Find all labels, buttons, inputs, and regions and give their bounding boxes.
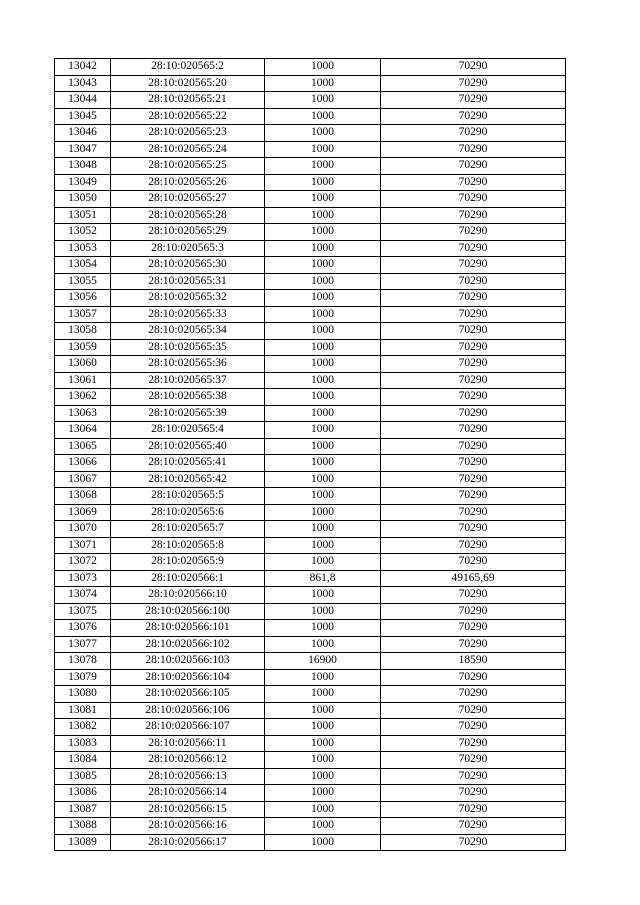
row-number-cell: 13056 <box>55 290 111 307</box>
table-row <box>55 636 566 653</box>
area-cell: 1000 <box>265 834 381 851</box>
table-row <box>55 752 566 769</box>
row-number-cell: 13087 <box>55 801 111 818</box>
row-number-cell: 13046 <box>55 125 111 142</box>
area-cell: 1000 <box>265 735 381 752</box>
row-number-cell: 13076 <box>55 620 111 637</box>
row-number-cell: 13063 <box>55 405 111 422</box>
row-number-cell: 13083 <box>55 735 111 752</box>
table-row <box>55 620 566 637</box>
area-cell: 1000 <box>265 306 381 323</box>
cadastral-number-cell: 28:10:020565:25 <box>111 158 265 175</box>
table-row <box>55 521 566 538</box>
value-cell: 70290 <box>381 141 566 158</box>
table-row <box>55 224 566 241</box>
value-cell: 70290 <box>381 471 566 488</box>
cadastral-number-cell: 28:10:020565:40 <box>111 438 265 455</box>
area-cell: 1000 <box>265 356 381 373</box>
area-cell: 1000 <box>265 389 381 406</box>
table-row <box>55 653 566 670</box>
row-number-cell: 13084 <box>55 752 111 769</box>
table-row <box>55 785 566 802</box>
table-row <box>55 587 566 604</box>
row-number-cell: 13053 <box>55 240 111 257</box>
row-number-cell: 13080 <box>55 686 111 703</box>
value-cell: 70290 <box>381 108 566 125</box>
row-number-cell: 13051 <box>55 207 111 224</box>
value-cell: 49165,69 <box>381 570 566 587</box>
cadastral-number-cell: 28:10:020565:22 <box>111 108 265 125</box>
table-row <box>55 405 566 422</box>
area-cell: 1000 <box>265 75 381 92</box>
cadastral-number-cell: 28:10:020566:17 <box>111 834 265 851</box>
cadastral-number-cell: 28:10:020566:104 <box>111 669 265 686</box>
row-number-cell: 13065 <box>55 438 111 455</box>
value-cell: 70290 <box>381 257 566 274</box>
cadastral-number-cell: 28:10:020566:102 <box>111 636 265 653</box>
area-cell: 1000 <box>265 59 381 76</box>
cadastral-number-cell: 28:10:020565:33 <box>111 306 265 323</box>
value-cell: 70290 <box>381 603 566 620</box>
area-cell: 1000 <box>265 92 381 109</box>
area-cell: 1000 <box>265 108 381 125</box>
table-row <box>55 59 566 76</box>
cadastral-number-cell: 28:10:020566:100 <box>111 603 265 620</box>
value-cell: 70290 <box>381 521 566 538</box>
table-row <box>55 290 566 307</box>
table-row <box>55 686 566 703</box>
row-number-cell: 13078 <box>55 653 111 670</box>
area-cell: 1000 <box>265 554 381 571</box>
cadastral-number-cell: 28:10:020565:3 <box>111 240 265 257</box>
value-cell: 70290 <box>381 323 566 340</box>
area-cell: 1000 <box>265 669 381 686</box>
table-row <box>55 92 566 109</box>
row-number-cell: 13074 <box>55 587 111 604</box>
row-number-cell: 13073 <box>55 570 111 587</box>
cadastral-number-cell: 28:10:020566:15 <box>111 801 265 818</box>
value-cell: 70290 <box>381 389 566 406</box>
cadastral-number-cell: 28:10:020565:23 <box>111 125 265 142</box>
area-cell: 1000 <box>265 587 381 604</box>
area-cell: 1000 <box>265 785 381 802</box>
value-cell: 70290 <box>381 438 566 455</box>
cadastral-number-cell: 28:10:020565:21 <box>111 92 265 109</box>
area-cell: 1000 <box>265 339 381 356</box>
area-cell: 16900 <box>265 653 381 670</box>
value-cell: 70290 <box>381 719 566 736</box>
area-cell: 1000 <box>265 719 381 736</box>
area-cell: 1000 <box>265 768 381 785</box>
value-cell: 70290 <box>381 306 566 323</box>
cadastral-number-cell: 28:10:020565:29 <box>111 224 265 241</box>
cadastral-number-cell: 28:10:020566:13 <box>111 768 265 785</box>
cadastral-number-cell: 28:10:020565:37 <box>111 372 265 389</box>
area-cell: 1000 <box>265 141 381 158</box>
cadastral-number-cell: 28:10:020565:20 <box>111 75 265 92</box>
value-cell: 70290 <box>381 752 566 769</box>
area-cell: 1000 <box>265 488 381 505</box>
row-number-cell: 13045 <box>55 108 111 125</box>
area-cell: 1000 <box>265 207 381 224</box>
row-number-cell: 13068 <box>55 488 111 505</box>
row-number-cell: 13081 <box>55 702 111 719</box>
table-row <box>55 554 566 571</box>
row-number-cell: 13088 <box>55 818 111 835</box>
table-row <box>55 801 566 818</box>
area-cell: 1000 <box>265 801 381 818</box>
value-cell: 70290 <box>381 75 566 92</box>
cadastral-number-cell: 28:10:020566:107 <box>111 719 265 736</box>
cadastral-number-cell: 28:10:020565:41 <box>111 455 265 472</box>
table-row <box>55 389 566 406</box>
table-row <box>55 125 566 142</box>
area-cell: 1000 <box>265 174 381 191</box>
area-cell: 1000 <box>265 686 381 703</box>
row-number-cell: 13066 <box>55 455 111 472</box>
value-cell: 70290 <box>381 273 566 290</box>
cadastral-number-cell: 28:10:020565:2 <box>111 59 265 76</box>
area-cell: 1000 <box>265 537 381 554</box>
value-cell: 70290 <box>381 834 566 851</box>
value-cell: 70290 <box>381 587 566 604</box>
row-number-cell: 13085 <box>55 768 111 785</box>
table-row <box>55 108 566 125</box>
row-number-cell: 13043 <box>55 75 111 92</box>
cadastral-number-cell: 28:10:020566:14 <box>111 785 265 802</box>
row-number-cell: 13050 <box>55 191 111 208</box>
table-row <box>55 537 566 554</box>
cadastral-number-cell: 28:10:020566:10 <box>111 587 265 604</box>
area-cell: 1000 <box>265 818 381 835</box>
value-cell: 70290 <box>381 405 566 422</box>
cadastral-number-cell: 28:10:020565:4 <box>111 422 265 439</box>
value-cell: 70290 <box>381 702 566 719</box>
area-cell: 1000 <box>265 158 381 175</box>
cadastral-number-cell: 28:10:020566:11 <box>111 735 265 752</box>
value-cell: 70290 <box>381 801 566 818</box>
area-cell: 1000 <box>265 273 381 290</box>
area-cell: 1000 <box>265 125 381 142</box>
area-cell: 1000 <box>265 240 381 257</box>
table-row <box>55 356 566 373</box>
cadastral-number-cell: 28:10:020565:24 <box>111 141 265 158</box>
value-cell: 70290 <box>381 59 566 76</box>
value-cell: 70290 <box>381 92 566 109</box>
cadastral-number-cell: 28:10:020566:103 <box>111 653 265 670</box>
area-cell: 1000 <box>265 636 381 653</box>
cadastral-number-cell: 28:10:020565:36 <box>111 356 265 373</box>
area-cell: 1000 <box>265 191 381 208</box>
table-row <box>55 702 566 719</box>
value-cell: 70290 <box>381 125 566 142</box>
value-cell: 70290 <box>381 620 566 637</box>
cadastral-number-cell: 28:10:020565:42 <box>111 471 265 488</box>
cadastral-number-cell: 28:10:020565:9 <box>111 554 265 571</box>
table-row <box>55 174 566 191</box>
area-cell: 1000 <box>265 323 381 340</box>
cadastral-number-cell: 28:10:020565:6 <box>111 504 265 521</box>
row-number-cell: 13086 <box>55 785 111 802</box>
table-row <box>55 735 566 752</box>
table-row <box>55 719 566 736</box>
cadastral-number-cell: 28:10:020566:12 <box>111 752 265 769</box>
area-cell: 1000 <box>265 752 381 769</box>
row-number-cell: 13070 <box>55 521 111 538</box>
row-number-cell: 13057 <box>55 306 111 323</box>
cadastral-number-cell: 28:10:020565:31 <box>111 273 265 290</box>
row-number-cell: 13052 <box>55 224 111 241</box>
area-cell: 1000 <box>265 438 381 455</box>
area-cell: 861,8 <box>265 570 381 587</box>
area-cell: 1000 <box>265 422 381 439</box>
row-number-cell: 13069 <box>55 504 111 521</box>
table-row <box>55 372 566 389</box>
cadastral-number-cell: 28:10:020565:35 <box>111 339 265 356</box>
cadastral-number-cell: 28:10:020566:1 <box>111 570 265 587</box>
table-row <box>55 422 566 439</box>
table-row <box>55 455 566 472</box>
area-cell: 1000 <box>265 405 381 422</box>
cadastral-number-cell: 28:10:020566:101 <box>111 620 265 637</box>
row-number-cell: 13071 <box>55 537 111 554</box>
row-number-cell: 13077 <box>55 636 111 653</box>
cadastral-number-cell: 28:10:020566:16 <box>111 818 265 835</box>
value-cell: 70290 <box>381 356 566 373</box>
table-row <box>55 669 566 686</box>
row-number-cell: 13064 <box>55 422 111 439</box>
value-cell: 70290 <box>381 785 566 802</box>
cadastral-number-cell: 28:10:020565:30 <box>111 257 265 274</box>
table-row <box>55 273 566 290</box>
table-row <box>55 438 566 455</box>
area-cell: 1000 <box>265 290 381 307</box>
value-cell: 70290 <box>381 158 566 175</box>
table-row <box>55 141 566 158</box>
area-cell: 1000 <box>265 224 381 241</box>
row-number-cell: 13047 <box>55 141 111 158</box>
cadastral-number-cell: 28:10:020565:7 <box>111 521 265 538</box>
cadastral-number-cell: 28:10:020566:105 <box>111 686 265 703</box>
row-number-cell: 13055 <box>55 273 111 290</box>
cadastral-data-table <box>54 58 566 851</box>
area-cell: 1000 <box>265 521 381 538</box>
value-cell: 70290 <box>381 669 566 686</box>
row-number-cell: 13042 <box>55 59 111 76</box>
cadastral-number-cell: 28:10:020565:8 <box>111 537 265 554</box>
cadastral-number-cell: 28:10:020565:26 <box>111 174 265 191</box>
table-row <box>55 504 566 521</box>
table-row <box>55 570 566 587</box>
value-cell: 70290 <box>381 207 566 224</box>
row-number-cell: 13089 <box>55 834 111 851</box>
value-cell: 70290 <box>381 224 566 241</box>
cadastral-number-cell: 28:10:020565:38 <box>111 389 265 406</box>
value-cell: 70290 <box>381 174 566 191</box>
area-cell: 1000 <box>265 504 381 521</box>
area-cell: 1000 <box>265 702 381 719</box>
value-cell: 70290 <box>381 537 566 554</box>
value-cell: 70290 <box>381 455 566 472</box>
cadastral-number-cell: 28:10:020565:32 <box>111 290 265 307</box>
value-cell: 70290 <box>381 768 566 785</box>
table-row <box>55 488 566 505</box>
value-cell: 70290 <box>381 735 566 752</box>
cadastral-number-cell: 28:10:020566:106 <box>111 702 265 719</box>
table-row <box>55 75 566 92</box>
table-row <box>55 339 566 356</box>
value-cell: 18590 <box>381 653 566 670</box>
cadastral-number-cell: 28:10:020565:28 <box>111 207 265 224</box>
value-cell: 70290 <box>381 290 566 307</box>
value-cell: 70290 <box>381 686 566 703</box>
row-number-cell: 13049 <box>55 174 111 191</box>
row-number-cell: 13058 <box>55 323 111 340</box>
area-cell: 1000 <box>265 603 381 620</box>
row-number-cell: 13075 <box>55 603 111 620</box>
table-row <box>55 471 566 488</box>
value-cell: 70290 <box>381 504 566 521</box>
value-cell: 70290 <box>381 339 566 356</box>
row-number-cell: 13072 <box>55 554 111 571</box>
row-number-cell: 13048 <box>55 158 111 175</box>
area-cell: 1000 <box>265 372 381 389</box>
area-cell: 1000 <box>265 455 381 472</box>
row-number-cell: 13079 <box>55 669 111 686</box>
table-row <box>55 257 566 274</box>
table-row <box>55 207 566 224</box>
table-row <box>55 191 566 208</box>
table-row <box>55 834 566 851</box>
row-number-cell: 13067 <box>55 471 111 488</box>
table-row <box>55 818 566 835</box>
table-row <box>55 768 566 785</box>
value-cell: 70290 <box>381 636 566 653</box>
row-number-cell: 13059 <box>55 339 111 356</box>
area-cell: 1000 <box>265 471 381 488</box>
cadastral-number-cell: 28:10:020565:34 <box>111 323 265 340</box>
value-cell: 70290 <box>381 818 566 835</box>
table-body <box>55 59 566 851</box>
table-row <box>55 240 566 257</box>
row-number-cell: 13082 <box>55 719 111 736</box>
table-row <box>55 158 566 175</box>
cadastral-number-cell: 28:10:020565:5 <box>111 488 265 505</box>
value-cell: 70290 <box>381 554 566 571</box>
row-number-cell: 13054 <box>55 257 111 274</box>
area-cell: 1000 <box>265 257 381 274</box>
cadastral-number-cell: 28:10:020565:39 <box>111 405 265 422</box>
row-number-cell: 13060 <box>55 356 111 373</box>
value-cell: 70290 <box>381 372 566 389</box>
table-row <box>55 306 566 323</box>
row-number-cell: 13044 <box>55 92 111 109</box>
value-cell: 70290 <box>381 422 566 439</box>
area-cell: 1000 <box>265 620 381 637</box>
value-cell: 70290 <box>381 191 566 208</box>
value-cell: 70290 <box>381 488 566 505</box>
row-number-cell: 13061 <box>55 372 111 389</box>
table-row <box>55 323 566 340</box>
cadastral-number-cell: 28:10:020565:27 <box>111 191 265 208</box>
table-row <box>55 603 566 620</box>
row-number-cell: 13062 <box>55 389 111 406</box>
value-cell: 70290 <box>381 240 566 257</box>
